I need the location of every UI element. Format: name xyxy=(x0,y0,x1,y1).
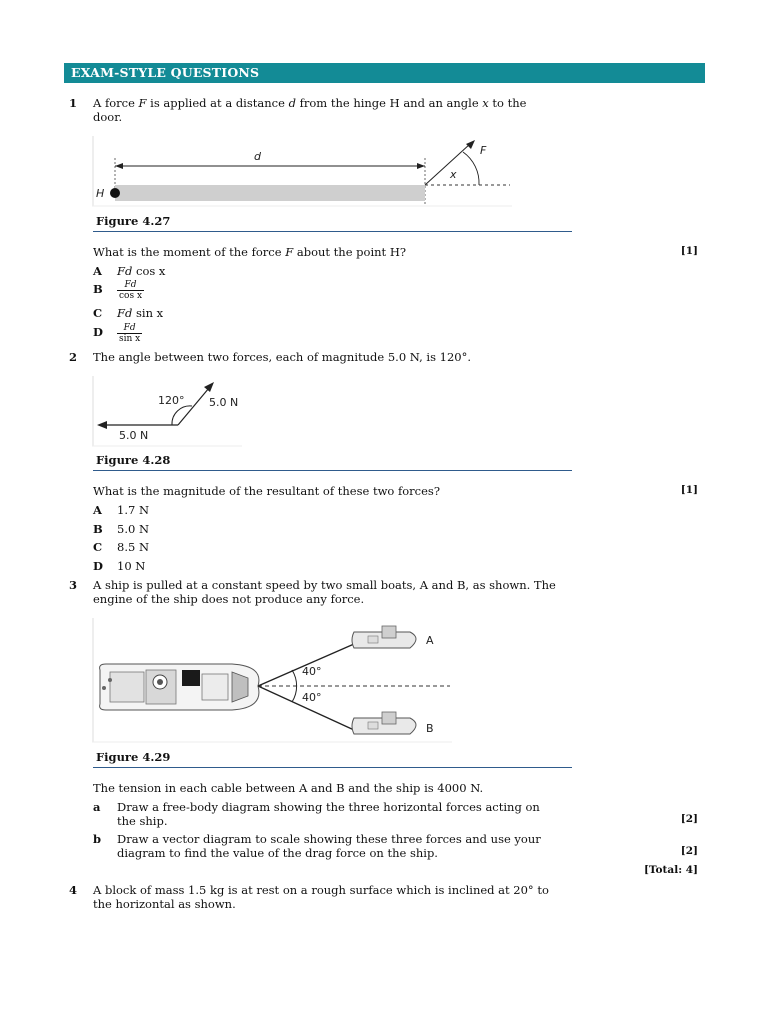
q2-option-b-letter: B xyxy=(93,522,103,536)
q3-part-b-text: Draw a vector diagram to scale showing these three forces and use your diagram to find the value of the drag force on the ship. xyxy=(117,832,541,860)
question-2-text: The angle between two forces, each of magnitude 5.0 N, is 120°. xyxy=(93,350,472,364)
question-3-number: 3 xyxy=(69,578,78,592)
figure-4-28-forces-diagram xyxy=(92,376,244,448)
force-label-left: 5.0 N xyxy=(119,429,149,442)
q3-part-b-marks: [2] xyxy=(680,845,698,857)
q2-option-c-letter: C xyxy=(93,540,103,554)
q3-part-a-marks: [2] xyxy=(680,813,698,825)
hinge-point xyxy=(110,188,120,198)
question-1-text: A force F is applied at a distance d from the hinge H and an angle x to the xyxy=(93,96,527,110)
caption-rule xyxy=(93,470,572,471)
ship-icon xyxy=(100,664,259,710)
boat-a-icon xyxy=(352,626,416,648)
q2-option-a-text: 1.7 N xyxy=(117,503,150,517)
question-1-number: 1 xyxy=(69,96,78,110)
q3-part-a-text: Draw a free-body diagram showing the three horizontal forces acting on the ship. xyxy=(117,800,540,828)
force-label-right: 5.0 N xyxy=(209,396,239,409)
boat-a-label: A xyxy=(426,634,434,647)
question-4-text-line2: the horizontal as shown. xyxy=(93,897,236,911)
question-2-prompt: What is the magnitude of the resultant of these two forces? xyxy=(93,484,440,498)
question-3-text: A ship is pulled at a constant speed by two small boats, A and B, as shown. The xyxy=(93,578,556,592)
question-2-number: 2 xyxy=(69,350,78,364)
q1-option-a-letter: A xyxy=(93,264,102,278)
question-3-statement: The tension in each cable between A and B and the ship is 4000 N. xyxy=(93,781,484,795)
label-d: d xyxy=(254,150,261,163)
q1-option-d-fraction: $\frac{Fd}{\text{sin x}}$ xyxy=(119,323,141,344)
q1-option-c-text: Fd sin x xyxy=(117,306,164,320)
q2-option-c-text: 8.5 N xyxy=(117,540,150,554)
q1-option-a-text: Fd cos x xyxy=(117,264,166,278)
boat-b-label: B xyxy=(426,722,434,735)
figure-4-29-ship-diagram xyxy=(92,618,454,744)
question-4-number: 4 xyxy=(69,883,78,897)
question-1-marks: [1] xyxy=(680,245,698,257)
q3-part-b-letter: b xyxy=(93,832,102,846)
q2-option-d-text: 10 N xyxy=(117,559,146,573)
caption-rule xyxy=(93,231,572,232)
q2-option-d-letter: D xyxy=(93,559,103,573)
angle-label: 120° xyxy=(158,394,185,407)
q3-part-a-letter: a xyxy=(93,800,101,814)
q3-total-marks: [Total: 4] xyxy=(643,864,698,876)
label-F: F xyxy=(480,144,487,157)
question-4-text: A block of mass 1.5 kg is at rest on a rough surface which is inclined at 20° to xyxy=(93,883,549,897)
angle-top-label: 40° xyxy=(302,665,322,678)
figure-4-29-caption: Figure 4.29 xyxy=(96,750,171,764)
q1-option-c-letter: C xyxy=(93,306,103,320)
label-x: x xyxy=(450,168,457,181)
question-1-prompt: What is the moment of the force F about the point H? xyxy=(93,245,407,259)
label-H: H xyxy=(96,187,105,200)
figure-4-27-caption: Figure 4.27 xyxy=(96,214,171,228)
q1-option-b-letter: B xyxy=(93,282,103,296)
boat-b-icon xyxy=(352,712,416,734)
q2-option-b-text: 5.0 N xyxy=(117,522,150,536)
angle-bottom-label: 40° xyxy=(302,691,322,704)
q1-option-d-letter: D xyxy=(93,325,103,339)
question-3-text-line2: engine of the ship does not produce any force. xyxy=(93,592,365,606)
section-banner: EXAM-STYLE QUESTIONS xyxy=(64,63,705,83)
caption-rule xyxy=(93,767,572,768)
figure-4-28-caption: Figure 4.28 xyxy=(96,453,171,467)
figure-4-27-door-diagram xyxy=(92,136,512,208)
question-1-text-line2: door. xyxy=(93,110,123,124)
q2-option-a-letter: A xyxy=(93,503,102,517)
q1-option-b-fraction: $\frac{Fd}{\text{cos x}}$ xyxy=(119,280,143,301)
question-2-marks: [1] xyxy=(680,484,698,496)
